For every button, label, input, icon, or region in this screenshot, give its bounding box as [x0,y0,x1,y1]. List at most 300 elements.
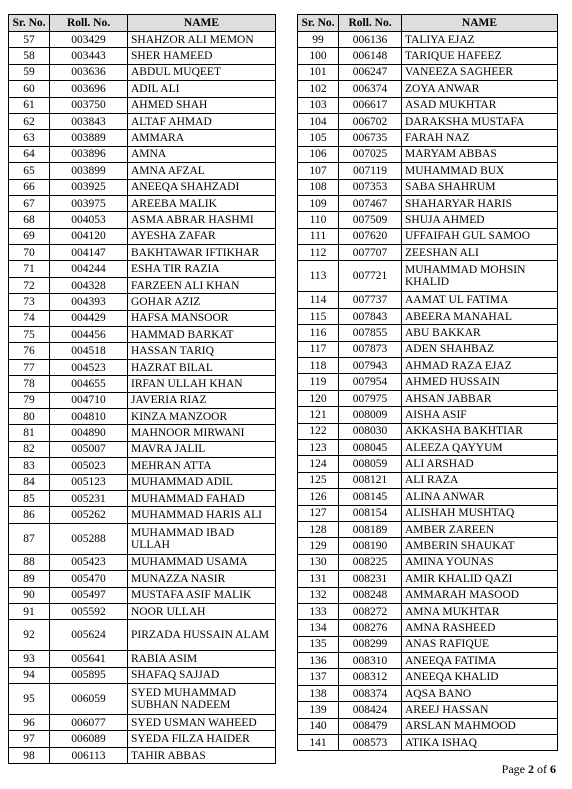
name-cell: KINZA MANZOOR [128,408,276,424]
name-cell: SHAHARYAR HARIS [402,195,558,211]
sr-no-cell: 58 [9,48,50,64]
sr-no-cell: 62 [9,113,50,129]
roll-no-cell: 004429 [50,310,128,326]
sr-no-cell: 74 [9,310,50,326]
table-row [298,325,558,341]
roll-no-cell: 008479 [339,718,402,734]
sr-no-cell: 136 [298,653,339,669]
table-row [298,81,558,97]
sr-no-cell: 64 [9,146,50,162]
table-row [9,146,276,162]
name-cell: ALINA ANWAR [402,489,558,505]
table-row [9,731,276,747]
table-row [298,228,558,244]
name-cell: TARIQUE HAFEEZ [402,48,558,64]
sr-no-cell: 68 [9,212,50,228]
sr-no-cell: 119 [298,374,339,390]
table-row [9,228,276,244]
roll-no-cell: 004328 [50,277,128,293]
roll-no-cell: 007943 [339,358,402,374]
name-cell: AHMED HUSSAIN [402,374,558,390]
name-cell: ZEESHAN ALI [402,245,558,261]
table-row [9,277,276,293]
table-row [9,343,276,359]
roll-no-cell: 004890 [50,425,128,441]
roll-no-cell: 006136 [339,32,402,48]
table-row [9,163,276,179]
table-row [9,651,276,667]
roll-no-cell: 008225 [339,554,402,570]
sr-no-cell: 132 [298,587,339,603]
table-row [298,407,558,423]
table-row [9,310,276,326]
sr-no-cell: 133 [298,603,339,619]
roll-no-cell: 007721 [339,261,402,292]
table-row [9,603,276,619]
name-cell: AMIR KHALID QAZI [402,571,558,587]
table-row [298,113,558,129]
roll-no-cell: 007873 [339,341,402,357]
name-cell: AMNA RASHEED [402,620,558,636]
roll-no-cell: 003899 [50,163,128,179]
roll-no-cell: 003443 [50,48,128,64]
table-row [298,735,558,751]
table-row [9,32,276,48]
name-cell: MUHAMMAD ADIL [128,474,276,490]
name-cell: MUHAMMAD FAHAD [128,490,276,506]
sr-no-cell: 129 [298,538,339,554]
roll-no-cell: 006374 [339,81,402,97]
current-page: 2 [528,762,534,776]
roll-no-cell: 004147 [50,245,128,261]
table-body-left [9,32,276,764]
sr-no-cell: 67 [9,195,50,211]
name-cell: ALISHAH MUSHTAQ [402,505,558,521]
name-cell: AMBERIN SHAUKAT [402,538,558,554]
roll-no-cell: 004053 [50,212,128,228]
sr-no-cell: 79 [9,392,50,408]
sr-no-header: Sr. No. [298,15,339,32]
name-cell: ALTAF AHMAD [128,113,276,129]
sr-no-cell: 70 [9,245,50,261]
table-row [298,179,558,195]
name-cell: AHMAD RAZA EJAZ [402,358,558,374]
sr-no-cell: 135 [298,636,339,652]
sr-no-cell: 121 [298,407,339,423]
table-row [298,620,558,636]
roll-no-cell: 008573 [339,735,402,751]
table-row [9,179,276,195]
name-cell: ASMA ABRAR HASHMI [128,212,276,228]
roll-no-cell: 007509 [339,212,402,228]
name-cell: PIRZADA HUSSAIN ALAM [128,620,276,651]
sr-no-cell: 112 [298,245,339,261]
roll-no-cell: 003896 [50,146,128,162]
sr-no-cell: 84 [9,474,50,490]
roll-no-cell: 003750 [50,97,128,113]
sr-no-cell: 118 [298,358,339,374]
roll-no-cell: 005497 [50,587,128,603]
name-cell: ZOYA ANWAR [402,81,558,97]
sr-no-cell: 86 [9,507,50,523]
roll-no-cell: 005007 [50,441,128,457]
table-row [298,702,558,718]
roll-no-cell: 006617 [339,97,402,113]
roll-no-cell: 008231 [339,571,402,587]
name-cell: NOOR ULLAH [128,603,276,619]
table-body-right [298,32,558,751]
name-cell: VANEEZA SAGHEER [402,64,558,80]
table-row [9,81,276,97]
roll-no-cell: 008299 [339,636,402,652]
table-row [9,408,276,424]
sr-no-cell: 120 [298,390,339,406]
roll-no-cell: 008276 [339,620,402,636]
name-cell: SYED USMAN WAHEED [128,715,276,731]
sr-no-cell: 61 [9,97,50,113]
table-row [9,554,276,570]
table-row [298,538,558,554]
sr-no-cell: 139 [298,702,339,718]
name-cell: DARAKSHA MUSTAFA [402,113,558,129]
name-cell: ADIL ALI [128,81,276,97]
roll-no-cell: 004456 [50,327,128,343]
table-row [298,456,558,472]
table-row [9,667,276,683]
roll-no-cell: 007620 [339,228,402,244]
table-row [9,261,276,277]
roll-no-cell: 004810 [50,408,128,424]
name-cell: SYEDA FILZA HAIDER [128,731,276,747]
name-cell: HAFSA MANSOOR [128,310,276,326]
sr-no-cell: 138 [298,685,339,701]
name-cell: SHAFAQ SAJJAD [128,667,276,683]
name-cell: MUHAMMAD MOHSIN KHALID [402,261,558,292]
table-row [9,97,276,113]
roll-no-cell: 003429 [50,32,128,48]
page-of: of [534,762,550,776]
sr-no-cell: 103 [298,97,339,113]
page-prefix: Page [501,762,528,776]
table-row [9,113,276,129]
roll-no-cell: 004244 [50,261,128,277]
roll-no-cell: 008145 [339,489,402,505]
sr-no-cell: 72 [9,277,50,293]
table-row [9,294,276,310]
sr-no-cell: 57 [9,32,50,48]
name-cell: MUHAMMAD IBAD ULLAH [128,523,276,554]
roll-no-cell: 004710 [50,392,128,408]
table-row [9,441,276,457]
roll-no-cell: 005592 [50,603,128,619]
table-row [298,130,558,146]
sr-no-cell: 106 [298,146,339,162]
table-row [9,425,276,441]
name-cell: IRFAN ULLAH KHAN [128,376,276,392]
table-row [9,523,276,554]
roll-no-cell: 005262 [50,507,128,523]
table-row [298,439,558,455]
sr-no-cell: 96 [9,715,50,731]
sr-no-cell: 87 [9,523,50,554]
roll-no-cell: 006059 [50,684,128,715]
roll-no-cell: 008121 [339,472,402,488]
roll-no-cell: 003636 [50,64,128,80]
roll-no-cell: 007975 [339,390,402,406]
roll-no-cell: 008154 [339,505,402,521]
name-cell: ABDUL MUQEET [128,64,276,80]
roll-no-cell: 004655 [50,376,128,392]
name-cell: AMINA YOUNAS [402,554,558,570]
roll-no-cell: 007025 [339,146,402,162]
table-row [9,747,276,763]
name-cell: MAVRA JALIL [128,441,276,457]
sr-no-cell: 93 [9,651,50,667]
roll-no-cell: 005288 [50,523,128,554]
name-cell: UFFAIFAH GUL SAMOO [402,228,558,244]
name-cell: AISHA ASIF [402,407,558,423]
roll-no-cell: 008059 [339,456,402,472]
name-header: NAME [402,15,558,32]
sr-no-cell: 114 [298,292,339,308]
sr-no-cell: 107 [298,163,339,179]
table-row [298,505,558,521]
name-cell: AREEBA MALIK [128,195,276,211]
sr-no-cell: 108 [298,179,339,195]
name-cell: ANEEQA SHAHZADI [128,179,276,195]
roll-no-cell: 007467 [339,195,402,211]
table-row [298,521,558,537]
page-footer [502,762,556,777]
roll-no-cell: 007954 [339,374,402,390]
sr-no-cell: 91 [9,603,50,619]
sr-no-cell: 131 [298,571,339,587]
sr-no-cell: 128 [298,521,339,537]
table-row [298,341,558,357]
sr-no-cell: 110 [298,212,339,228]
sr-no-cell: 102 [298,81,339,97]
name-header: NAME [128,15,276,32]
sr-no-cell: 109 [298,195,339,211]
table-row [298,718,558,734]
table-row [298,261,558,292]
sr-no-cell: 83 [9,458,50,474]
table-row [298,146,558,162]
table-row [9,359,276,375]
header-row [298,15,558,32]
table-row [298,423,558,439]
name-cell: TALIYA EJAZ [402,32,558,48]
roll-list-table-right [297,14,558,751]
roll-no-cell: 005895 [50,667,128,683]
roll-no-cell: 005624 [50,620,128,651]
roll-no-cell: 007855 [339,325,402,341]
roll-no-cell: 008045 [339,439,402,455]
table-row [9,392,276,408]
sr-no-cell: 141 [298,735,339,751]
name-cell: ANEEQA KHALID [402,669,558,685]
sr-no-cell: 140 [298,718,339,734]
table-row [298,308,558,324]
name-cell: HAZRAT BILAL [128,359,276,375]
name-cell: MUNAZZA NASIR [128,571,276,587]
roll-no-cell: 003843 [50,113,128,129]
name-cell: MAHNOOR MIRWANI [128,425,276,441]
sr-no-cell: 111 [298,228,339,244]
sr-no-cell: 77 [9,359,50,375]
sr-no-cell: 104 [298,113,339,129]
roll-no-cell: 006247 [339,64,402,80]
table-row [298,64,558,80]
table-row [9,245,276,261]
table-row [9,620,276,651]
name-cell: AKKASHA BAKHTIAR [402,423,558,439]
name-cell: MUHAMMAD USAMA [128,554,276,570]
sr-no-cell: 73 [9,294,50,310]
table-row [9,458,276,474]
sr-no-cell: 65 [9,163,50,179]
sr-no-cell: 134 [298,620,339,636]
roll-no-cell: 008190 [339,538,402,554]
name-cell: AMBER ZAREEN [402,521,558,537]
sr-no-cell: 98 [9,747,50,763]
roll-no-cell: 008189 [339,521,402,537]
table-row [298,195,558,211]
table-row [9,587,276,603]
name-cell: HASSAN TARIQ [128,343,276,359]
roll-list-table-left [8,14,276,764]
name-cell: AYESHA ZAFAR [128,228,276,244]
roll-no-cell: 006702 [339,113,402,129]
roll-no-header: Roll. No. [339,15,402,32]
table-row [298,390,558,406]
name-cell: ALEEZA QAYYUM [402,439,558,455]
table-row [298,374,558,390]
sr-no-cell: 124 [298,456,339,472]
roll-no-cell: 008374 [339,685,402,701]
table-row [9,684,276,715]
table-row [9,327,276,343]
table-row [9,48,276,64]
sr-no-cell: 80 [9,408,50,424]
roll-no-cell: 007353 [339,179,402,195]
roll-no-cell: 007843 [339,308,402,324]
table-row [298,571,558,587]
table-row [298,32,558,48]
roll-no-cell: 006113 [50,747,128,763]
name-cell: MUHAMMAD HARIS ALI [128,507,276,523]
table-row [9,212,276,228]
sr-no-cell: 126 [298,489,339,505]
table-row [298,489,558,505]
name-cell: AMNA [128,146,276,162]
table-row [298,245,558,261]
roll-no-cell: 008424 [339,702,402,718]
sr-no-cell: 113 [298,261,339,292]
roll-no-cell: 003889 [50,130,128,146]
sr-no-cell: 100 [298,48,339,64]
name-cell: GOHAR AZIZ [128,294,276,310]
sr-no-cell: 123 [298,439,339,455]
sr-no-cell: 115 [298,308,339,324]
sr-no-cell: 137 [298,669,339,685]
roll-no-cell: 005023 [50,458,128,474]
roll-no-cell: 003925 [50,179,128,195]
name-cell: ADEN SHAHBAZ [402,341,558,357]
name-cell: MUSTAFA ASIF MALIK [128,587,276,603]
table-row [298,163,558,179]
name-cell: MUHAMMAD BUX [402,163,558,179]
roll-no-cell: 007737 [339,292,402,308]
table-row [298,685,558,701]
sr-no-cell: 81 [9,425,50,441]
roll-no-cell: 004120 [50,228,128,244]
sr-no-cell: 63 [9,130,50,146]
table-row [9,474,276,490]
roll-no-cell: 004393 [50,294,128,310]
roll-no-cell: 008272 [339,603,402,619]
sr-no-cell: 88 [9,554,50,570]
sr-no-cell: 89 [9,571,50,587]
roll-no-cell: 004518 [50,343,128,359]
table-row [298,472,558,488]
sr-no-cell: 82 [9,441,50,457]
name-cell: SYED MUHAMMAD SUBHAN NADEEM [128,684,276,715]
name-cell: AREEJ HASSAN [402,702,558,718]
name-cell: AMMARA [128,130,276,146]
roll-no-cell: 003696 [50,81,128,97]
name-cell: AMNA MUKHTAR [402,603,558,619]
roll-no-cell: 005423 [50,554,128,570]
name-cell: MARYAM ABBAS [402,146,558,162]
name-cell: ABU BAKKAR [402,325,558,341]
table-row [298,48,558,64]
name-cell: AQSA BANO [402,685,558,701]
name-cell: ASAD MUKHTAR [402,97,558,113]
sr-no-cell: 66 [9,179,50,195]
name-cell: BAKHTAWAR IFTIKHAR [128,245,276,261]
table-row [298,292,558,308]
table-row [298,358,558,374]
name-cell: ATIKA ISHAQ [402,735,558,751]
sr-no-cell: 76 [9,343,50,359]
roll-no-cell: 006148 [339,48,402,64]
roll-no-cell: 008030 [339,423,402,439]
sr-no-cell: 116 [298,325,339,341]
table-row [298,636,558,652]
name-cell: JAVERIA RIAZ [128,392,276,408]
name-cell: SHUJA AHMED [402,212,558,228]
roll-no-cell: 005123 [50,474,128,490]
sr-no-cell: 78 [9,376,50,392]
name-cell: ANAS RAFIQUE [402,636,558,652]
name-cell: TAHIR ABBAS [128,747,276,763]
sr-no-cell: 127 [298,505,339,521]
sr-no-cell: 105 [298,130,339,146]
roll-no-cell: 008310 [339,653,402,669]
roll-no-cell: 008312 [339,669,402,685]
table-row [9,715,276,731]
name-cell: AHMED SHAH [128,97,276,113]
name-cell: SHAHZOR ALI MEMON [128,32,276,48]
table-row [298,212,558,228]
roll-no-cell: 005231 [50,490,128,506]
total-pages: 6 [550,762,556,776]
sr-no-cell: 95 [9,684,50,715]
sr-no-header: Sr. No. [9,15,50,32]
name-cell: SABA SHAHRUM [402,179,558,195]
header-row [9,15,276,32]
